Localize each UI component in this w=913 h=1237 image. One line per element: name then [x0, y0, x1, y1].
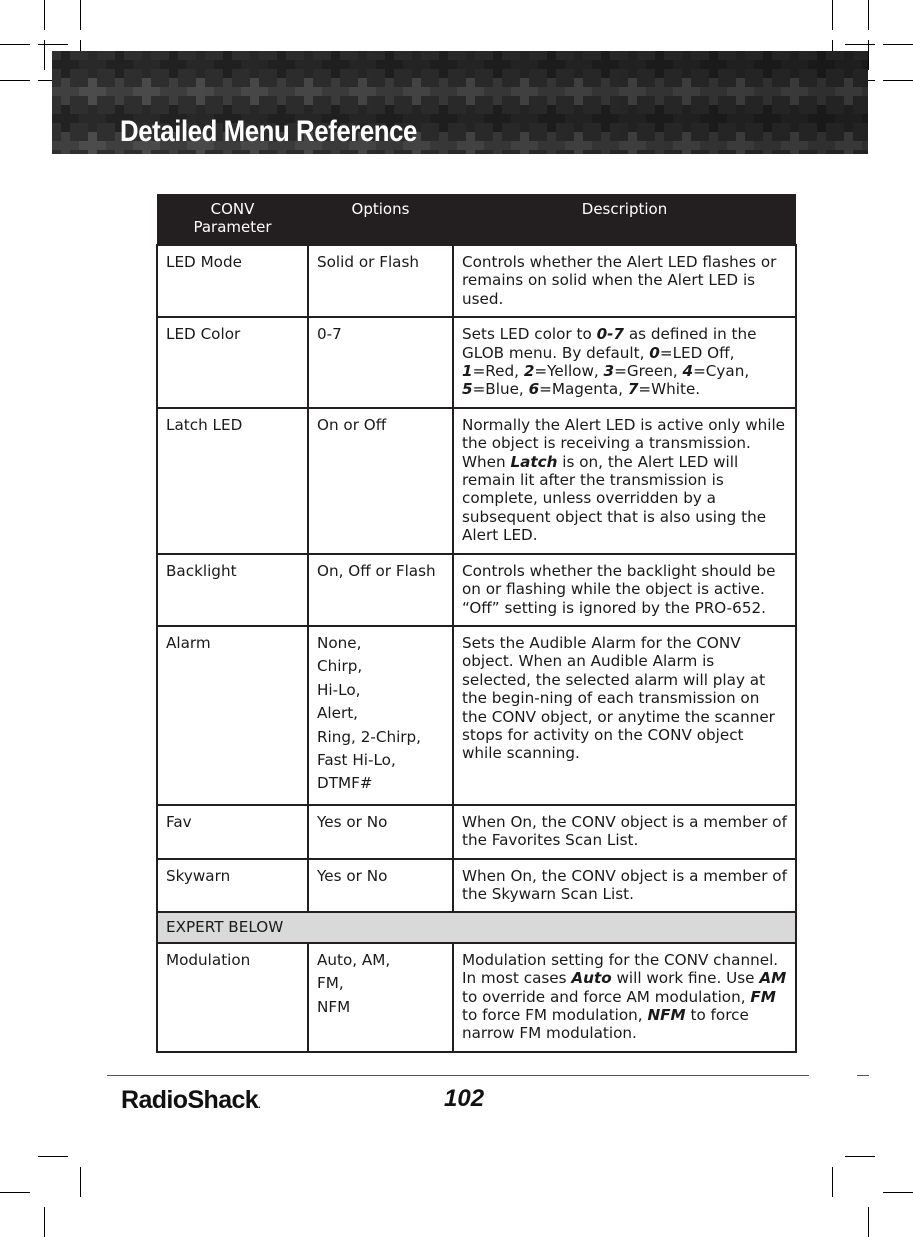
- table-row: [157, 626, 796, 805]
- description-text: as defined in the GLOB menu. By default,: [462, 325, 757, 362]
- option-value: NFM: [317, 997, 351, 1016]
- emphasized-term: FM: [750, 987, 776, 1006]
- options-cell: [308, 626, 453, 805]
- emphasized-term: Auto: [571, 969, 612, 988]
- brand-mark: .: [258, 1100, 261, 1110]
- crop-mark: [883, 1192, 913, 1193]
- parameter-cell: Fav: [157, 805, 308, 859]
- crop-mark: [868, 0, 869, 30]
- description-text: is on, the Alert LED will remain lit after the transmission is complete, unless overridden by a subsequent object that is also using the Alert LED.: [462, 452, 767, 545]
- description-text: =Magenta,: [539, 380, 628, 399]
- options-cell: [308, 943, 453, 1052]
- options-cell: [308, 805, 453, 859]
- description-cell: Controls whether the Alert LED flashes or remains on solid when the Alert LED is used.: [453, 245, 796, 317]
- emphasized-term: Latch: [510, 452, 558, 471]
- column-header-description: Description: [453, 194, 796, 245]
- emphasized-term: NFM: [647, 1006, 686, 1024]
- option-value: On or Off: [317, 415, 387, 434]
- description-text: Sets LED color to: [462, 325, 597, 344]
- emphasized-term: 6: [528, 380, 540, 399]
- parameter-cell: Backlight: [157, 554, 308, 626]
- parameter-cell: LED Mode: [157, 245, 308, 317]
- option-value: Yes or No: [317, 866, 388, 885]
- brand-name: RadioShack: [121, 1086, 259, 1114]
- crop-mark: [845, 44, 875, 45]
- emphasized-term: 5: [462, 380, 473, 399]
- table-row: [157, 859, 796, 913]
- option-value: Alert,: [317, 704, 358, 723]
- description-cell: Sets the Audible Alarm for the CONV object. When an Audible Alarm is selected, the selected alarm will play at the begin-ning of each transmission on the CONV object, or anytime the scanner stops for activity on the CONV object while scanning.: [453, 626, 796, 805]
- option-value: Chirp,: [317, 657, 363, 676]
- footer-rule: [107, 1075, 809, 1076]
- options-cell: [308, 408, 453, 554]
- option-value: FM,: [317, 974, 344, 993]
- table-row: [157, 317, 796, 408]
- options-cell: [308, 554, 453, 626]
- page-number: 102: [444, 1085, 485, 1112]
- emphasized-term: 7: [627, 380, 639, 399]
- table-row: [157, 943, 796, 1052]
- emphasized-term: 0: [649, 343, 660, 362]
- crop-mark: [845, 1156, 875, 1157]
- parameter-cell: Modulation: [157, 943, 308, 1052]
- description-text: Normally the Alert LED is active only while the object is receiving a transmission. When: [462, 415, 786, 471]
- description-cell: When On, the CONV object is a member of the Skywarn Scan List.: [453, 859, 796, 913]
- option-value: Fast Hi-Lo,: [317, 750, 396, 769]
- option-value: 0-7: [317, 325, 342, 344]
- parameter-cell: Latch LED: [157, 408, 308, 554]
- radioshack-logo: [121, 1086, 261, 1115]
- emphasized-term: 3: [603, 362, 615, 381]
- crop-mark: [868, 1207, 869, 1237]
- menu-reference-table: [156, 194, 797, 1053]
- options-cell: [308, 245, 453, 317]
- option-value: Ring, 2-Chirp,: [317, 727, 421, 746]
- column-header-options: Options: [308, 194, 453, 245]
- description-text: =Cyan,: [693, 362, 750, 381]
- description-text: Modulation setting for the CONV channel. In most cases: [462, 950, 779, 988]
- description-text: =Blue,: [472, 380, 529, 399]
- parameter-cell: LED Color: [157, 317, 308, 408]
- description-cell: [453, 408, 796, 554]
- crop-mark: [832, 1167, 833, 1197]
- description-text: to override and force AM modulation,: [462, 987, 751, 1006]
- emphasized-term: 4: [682, 362, 694, 381]
- crop-mark: [0, 80, 30, 81]
- description-text: to force narrow FM modulation.: [462, 1006, 749, 1043]
- option-value: Hi-Lo,: [317, 680, 361, 699]
- crop-mark: [883, 80, 913, 81]
- option-value: Auto, AM,: [317, 950, 391, 969]
- description-text: =LED Off,: [659, 343, 735, 362]
- crop-mark: [883, 44, 913, 45]
- parameter-cell: Skywarn: [157, 859, 308, 913]
- description-cell: [453, 943, 796, 1052]
- emphasized-term: AM: [759, 969, 787, 988]
- option-value: None,: [317, 633, 362, 652]
- description-text: will work fine. Use: [611, 969, 760, 988]
- table-row: [157, 245, 796, 317]
- crop-mark: [38, 44, 68, 45]
- option-value: On, Off or Flash: [317, 561, 436, 580]
- crop-mark: [44, 1207, 45, 1237]
- section-row: [157, 912, 796, 942]
- option-value: Solid or Flash: [317, 253, 420, 271]
- crop-mark: [80, 1167, 81, 1197]
- section-label: EXPERT BELOW: [157, 912, 796, 942]
- description-text: =Yellow,: [534, 362, 604, 381]
- description-text: =White.: [638, 380, 701, 399]
- crop-mark: [0, 44, 30, 45]
- option-value: Yes or No: [317, 812, 388, 831]
- description-cell: Controls whether the backlight should be on or flashing while the object is active. “Off” setting is ignored by the PRO-652.: [453, 554, 796, 626]
- emphasized-term: 1: [462, 362, 473, 381]
- description-text: =Green,: [614, 362, 683, 381]
- option-value: DTMF#: [317, 774, 373, 793]
- page-title: Detailed Menu Reference: [120, 115, 417, 148]
- crop-mark: [80, 0, 81, 30]
- description-text: =Red,: [472, 362, 524, 381]
- crop-mark: [44, 0, 45, 30]
- table-row: [157, 408, 796, 554]
- column-header-parameter: CONV Parameter: [157, 194, 308, 245]
- emphasized-term: 0-7: [596, 325, 625, 344]
- description-text: to force FM modulation,: [462, 1006, 648, 1024]
- description-cell: When On, the CONV object is a member of the Favorites Scan List.: [453, 805, 796, 859]
- header-banner: [52, 51, 868, 154]
- options-cell: [308, 317, 453, 408]
- table-row: [157, 554, 796, 626]
- crop-mark: [0, 1192, 30, 1193]
- crop-mark: [38, 1156, 68, 1157]
- footer-tick: [857, 1075, 869, 1076]
- crop-mark: [832, 0, 833, 30]
- emphasized-term: 2: [523, 362, 535, 381]
- table-row: [157, 805, 796, 859]
- parameter-cell: Alarm: [157, 626, 308, 805]
- description-cell: [453, 317, 796, 408]
- table-header-row: [157, 194, 796, 245]
- options-cell: [308, 859, 453, 913]
